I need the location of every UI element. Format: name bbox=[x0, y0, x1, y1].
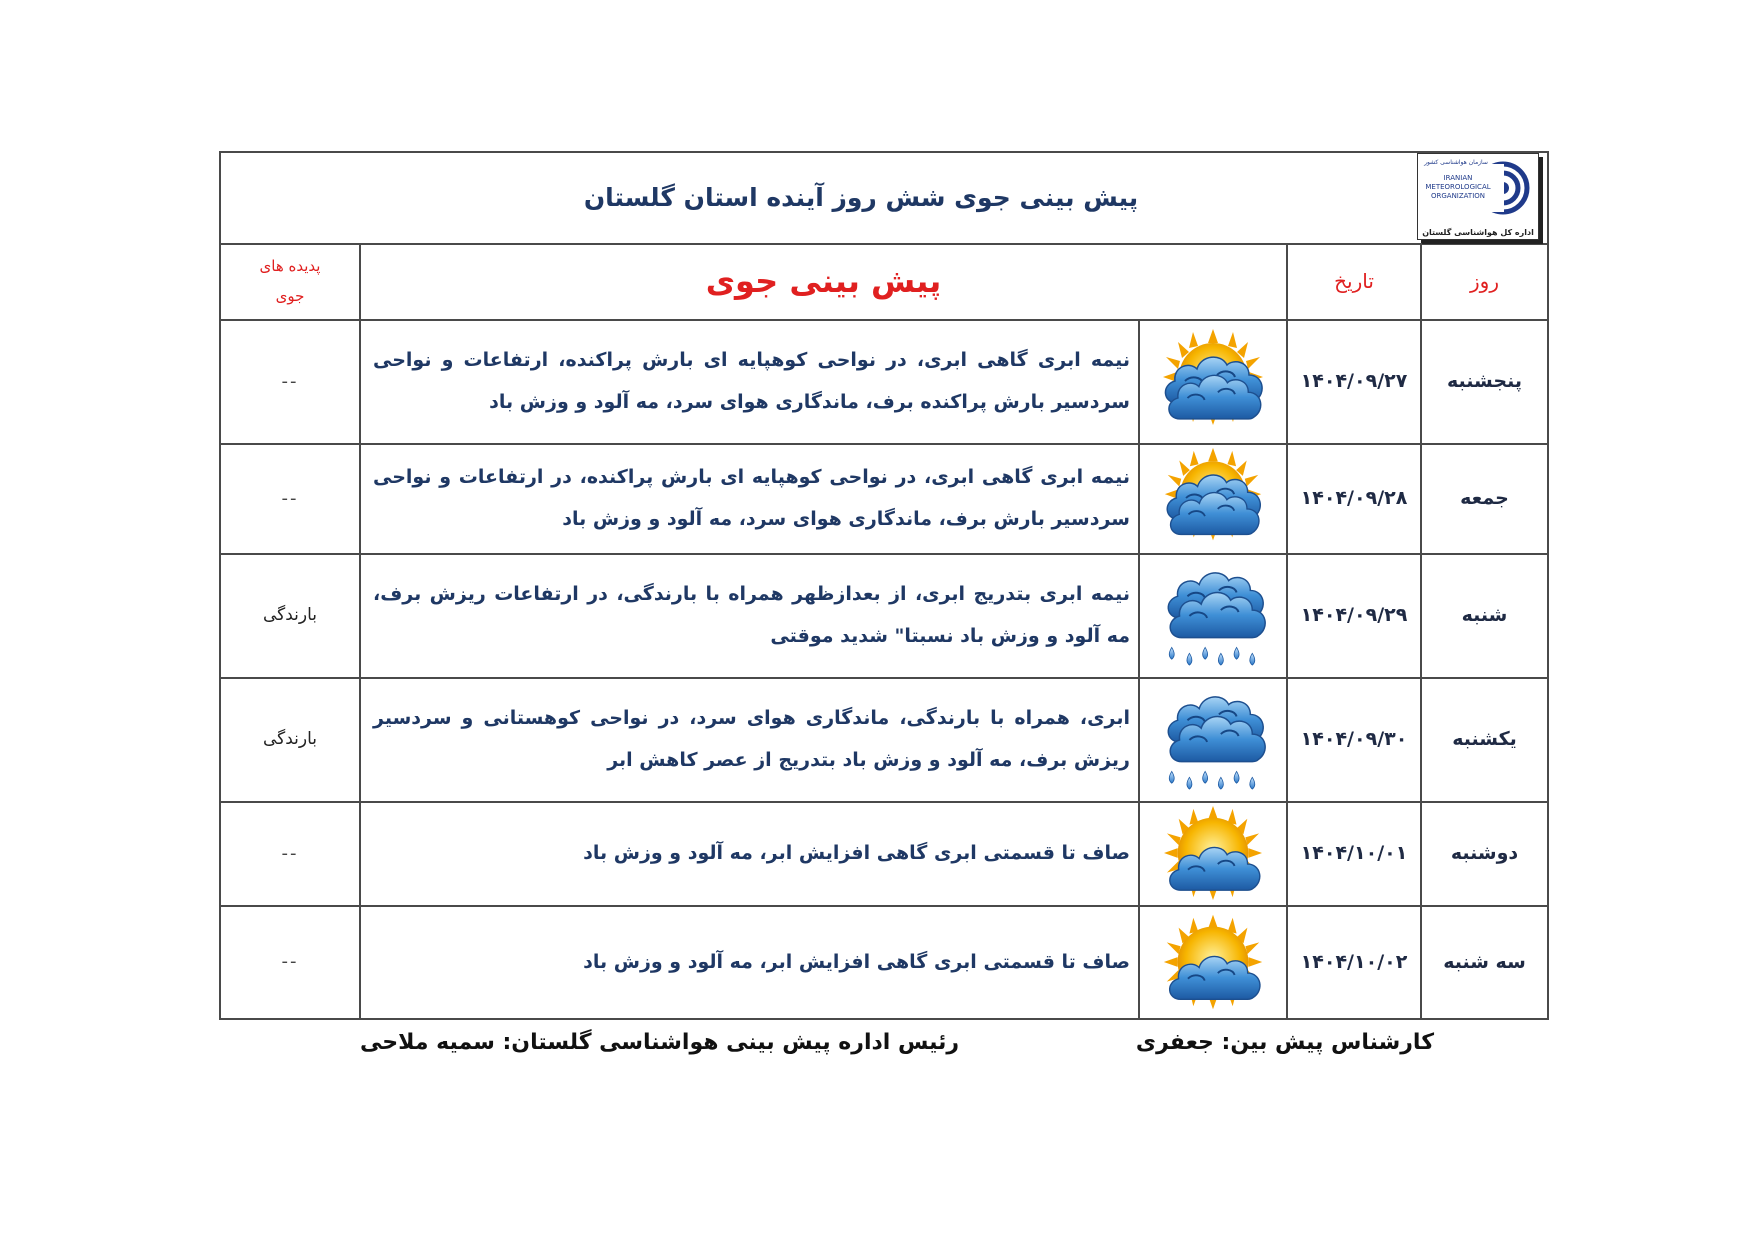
forecaster-signature: کارشناس پیش بین: جعفری bbox=[1135, 1030, 1434, 1055]
forecast-heading-label: پیش بینی جوی bbox=[705, 262, 942, 300]
row-hazard: -- bbox=[281, 951, 299, 972]
column-headings bbox=[221, 243, 1547, 321]
table-row bbox=[221, 443, 1547, 555]
row-date: ۱۴۰۴/۰۹/۲۸ bbox=[1300, 487, 1408, 509]
day-heading-label: روز bbox=[1470, 269, 1499, 293]
rain-cloud-icon bbox=[1138, 677, 1286, 801]
row-day: سه شنبه bbox=[1443, 950, 1526, 973]
table-header bbox=[221, 153, 1547, 245]
row-hazard: -- bbox=[281, 842, 299, 864]
logo-en-1: IRANIAN bbox=[1443, 174, 1473, 182]
logo-top-text: سازمان هواشناسی کشور bbox=[1424, 159, 1488, 166]
row-day: پنجشنبه bbox=[1447, 370, 1522, 392]
table-row bbox=[221, 801, 1547, 907]
table-row bbox=[221, 677, 1547, 803]
row-forecast-text: ابری، همراه با بارندگی، ماندگاری هوای سرد، در نواحی کوهستانی و سردسیر ریزش برف، مه آلود و وزش باد بتدریج از عصر کاهش ابر bbox=[373, 707, 1130, 771]
row-day: شنبه bbox=[1461, 604, 1508, 626]
organization-logo bbox=[1417, 153, 1539, 240]
row-date: ۱۴۰۴/۱۰/۰۲ bbox=[1300, 950, 1408, 973]
date-column-heading bbox=[1286, 243, 1420, 319]
row-date: ۱۴۰۴/۱۰/۰۱ bbox=[1300, 842, 1408, 864]
partly-cloudy-sun-icon bbox=[1138, 443, 1286, 553]
row-hazard: بارندگی bbox=[262, 729, 318, 749]
forecast-column-heading bbox=[361, 243, 1286, 319]
sun-cloud-icon bbox=[1138, 801, 1286, 905]
row-day: دوشنبه bbox=[1450, 842, 1519, 864]
row-hazard: -- bbox=[281, 487, 299, 509]
logo-en-2: METEOROLOGICAL bbox=[1425, 183, 1491, 191]
sun-cloud-icon bbox=[1138, 905, 1286, 1018]
row-forecast-text: صاف تا قسمتی ابری گاهی افزایش ابر، مه آلود و وزش باد bbox=[583, 842, 1130, 864]
table-row bbox=[221, 319, 1547, 445]
forecast-table bbox=[219, 151, 1549, 1020]
row-day: جمعه bbox=[1460, 487, 1509, 509]
row-day: یکشنبه bbox=[1452, 728, 1517, 750]
row-forecast-text: نیمه ابری گاهی ابری، در نواحی کوهپایه ای بارش پراکنده، در ارتفاعات و نواحی سردسیر بارش برف، ماندگاری هوای سرد، مه آلود و وزش باد bbox=[373, 466, 1130, 530]
row-date: ۱۴۰۴/۰۹/۲۷ bbox=[1300, 370, 1408, 392]
table-row bbox=[221, 553, 1547, 679]
page-title: پیش بینی جوی شش روز آینده استان گلستان bbox=[583, 183, 1139, 212]
day-column-heading bbox=[1420, 243, 1547, 319]
hazards-heading-label: پدیده های جوی bbox=[259, 257, 321, 305]
logo-subtitle: اداره کل هواشناسی گلستان bbox=[1422, 228, 1534, 237]
row-forecast-text: نیمه ابری گاهی ابری، در نواحی کوهپایه ای بارش پراکنده، ارتفاعات و نواحی سردسیر بارش پراکنده برف، ماندگاری هوای سرد، مه آلود و وزش باد bbox=[373, 349, 1130, 413]
table-row bbox=[221, 905, 1547, 1018]
logo-en-3: ORGANIZATION bbox=[1430, 192, 1486, 200]
row-date: ۱۴۰۴/۰۹/۲۹ bbox=[1300, 604, 1408, 626]
head-signature: رئیس اداره پیش بینی هواشناسی گلستان: سمیه ملاحی bbox=[360, 1030, 959, 1055]
row-date: ۱۴۰۴/۰۹/۳۰ bbox=[1300, 728, 1408, 750]
row-forecast-text: نیمه ابری بتدریج ابری، از بعدازظهر همراه با بارندگی، در ارتفاعات ریزش برف، مه آلود و وزش باد نسبتا" شدید موقتی bbox=[373, 583, 1130, 647]
partly-cloudy-sun-icon bbox=[1138, 319, 1286, 443]
hazards-column-heading bbox=[221, 243, 361, 319]
row-hazard: بارندگی bbox=[262, 605, 318, 625]
date-heading-label: تاریخ bbox=[1334, 269, 1374, 293]
rain-cloud-icon bbox=[1138, 553, 1286, 677]
row-forecast-text: صاف تا قسمتی ابری گاهی افزایش ابر، مه آلود و وزش باد bbox=[583, 950, 1130, 973]
row-hazard: -- bbox=[281, 370, 299, 392]
